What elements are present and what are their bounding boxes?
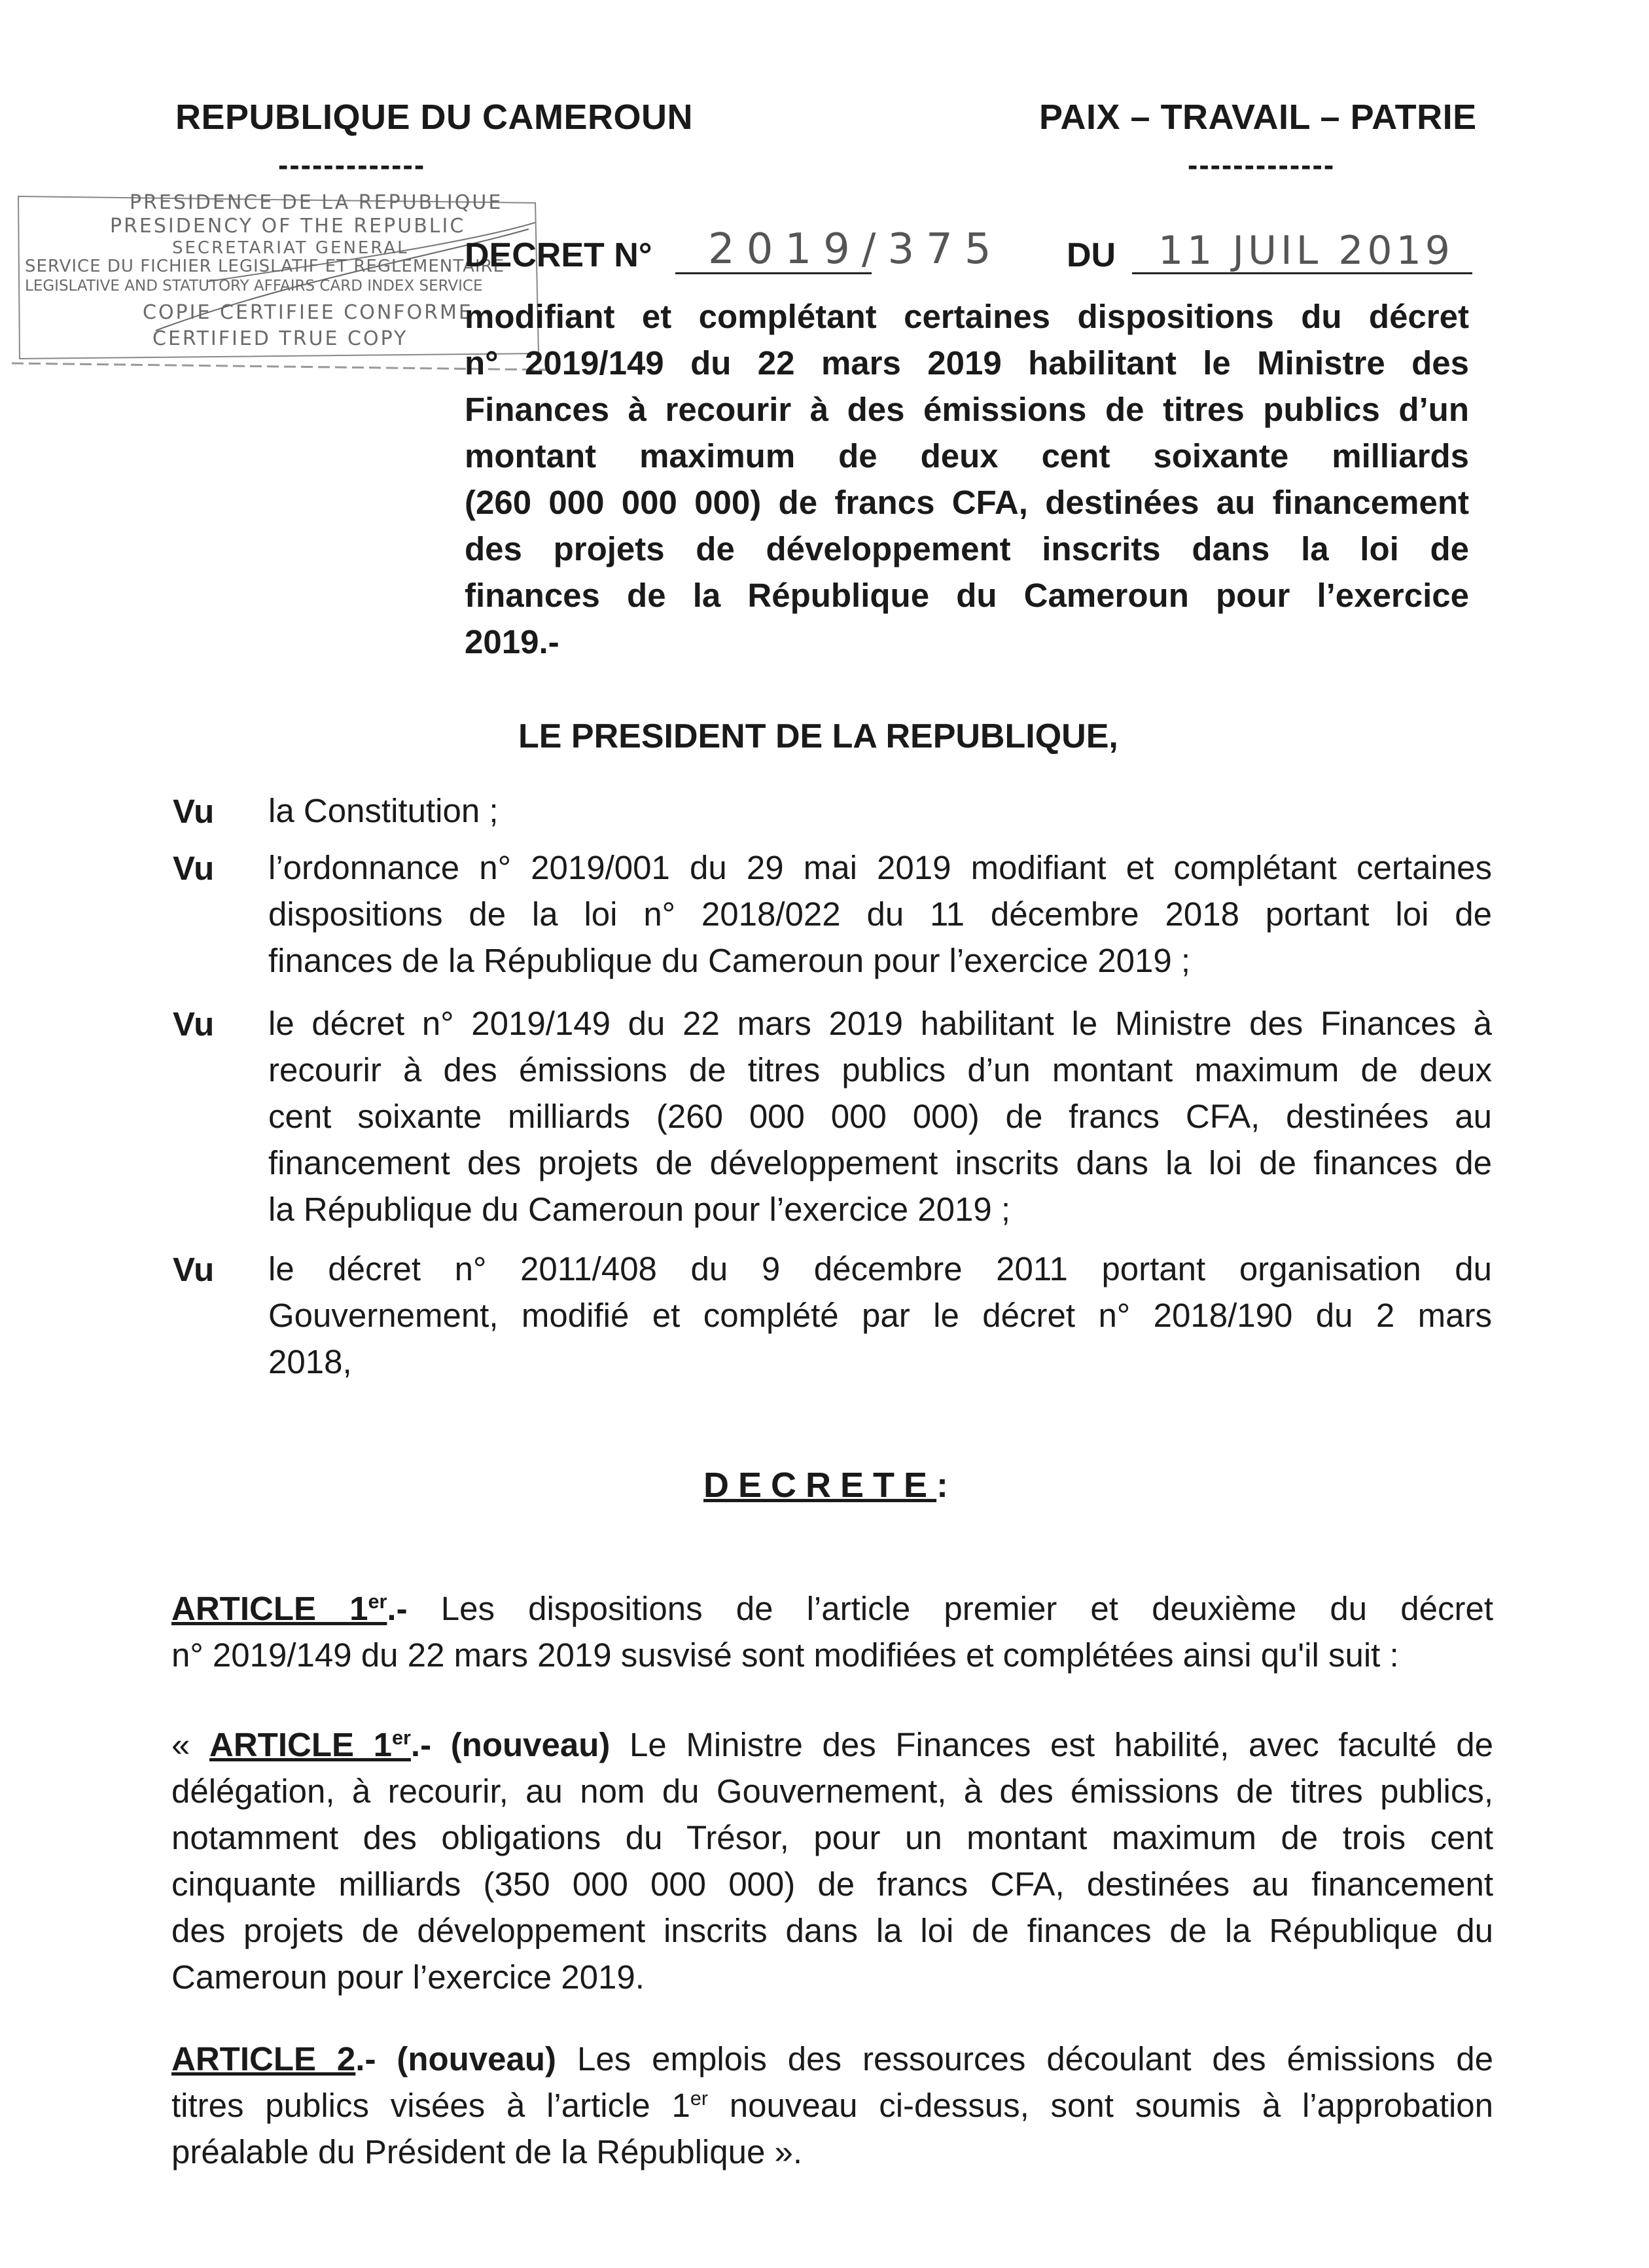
article-1-new-line: délégation, à recourir, au nom du Gouvernement, à des émissions de titres publics, (171, 1773, 1493, 1810)
vu-clause-line: financement des projets de développement inscrits dans la loi de finances de (268, 1144, 1492, 1181)
article-1-new-line: « ARTICLE 1er.- (nouveau) Le Ministre des Finances est habilité, avec faculté de (171, 1726, 1494, 1763)
article-2-label: ARTICLE 2 (171, 2040, 356, 2078)
stamp-line-5: LEGISLATIVE AND STATUTORY AFFAIRS CARD INDEX SERVICE (25, 278, 483, 295)
article-1-new-line: Cameroun pour l’exercice 2019. (171, 1958, 645, 1996)
vu-clause-line: le décret n° 2011/408 du 9 décembre 2011 portant organisation du (268, 1250, 1492, 1287)
stamp-line-7: CERTIFIED TRUE COPY (152, 327, 408, 350)
article-1 (171, 1585, 1493, 1678)
country-title-dashes: ------------- (278, 148, 426, 182)
vu-label: Vu (173, 1005, 215, 1043)
stamp-line-2: PRESIDENCY OF THE REPUBLIC (110, 215, 466, 238)
decree-title-line: Finances à recourir à des émissions de titres publics d’un (465, 391, 1469, 428)
vu-clause-line: la République du Cameroun pour l’exercice 2019 ; (268, 1191, 1011, 1228)
date-label: DU (1067, 236, 1116, 274)
decrete-colon: : (936, 1466, 958, 1505)
decrete-word: DECRETE (703, 1466, 937, 1505)
stamp-line-4: SERVICE DU FICHIER LEGISLATIF ET REGLEMENTAIRE (25, 257, 505, 276)
decree-label: DECRET N° (465, 236, 652, 274)
article-2-line-3: préalable du Président de la République ». (171, 2133, 803, 2170)
decree-title-line: 2019.- (465, 623, 559, 660)
article-2-line-2: titres publics visées à l’article 1er nouveau ci-dessus, sont soumis à l’approbation (171, 2087, 1494, 2124)
vu-clause-constitution: la Constitution ; (268, 792, 499, 829)
article-1-new (171, 1721, 1493, 2000)
vu-clause-line: dispositions de la loi n° 2018/022 du 11 décembre 2018 portant loi de (268, 895, 1492, 933)
article-1-line-1: ARTICLE 1er.- Les dispositions de l’article premier et deuxième du décret (171, 1590, 1493, 1627)
vu-clause-line: 2018, (268, 1343, 352, 1380)
vu-label: Vu (173, 1251, 215, 1288)
decree-title (465, 293, 1469, 665)
article-2-new (171, 2036, 1493, 2175)
decree-title-line: des projets de développement inscrits dans la loi de (465, 530, 1469, 567)
article-1-new-line: notamment des obligations du Trésor, pour un montant maximum de trois cent (171, 1819, 1493, 1856)
vu-clause-line: finances de la République du Cameroun pour l’exercice 2019 ; (268, 942, 1191, 979)
decree-title-line: n° 2019/149 du 22 mars 2019 habilitant le Ministre des (465, 344, 1469, 382)
decree-title-line: montant maximum de deux cent soixante milliards (465, 437, 1469, 475)
country-title: REPUBLIQUE DU CAMEROUN (175, 98, 694, 137)
stamp-line-6: COPIE CERTIFIEE CONFORME (143, 301, 473, 324)
vu-clause-ordonnance (268, 844, 1492, 984)
stamp-line-3: SECRETARIAT GENERAL (172, 238, 409, 258)
article-1-new-line: cinquante milliards (350 000 000 000) de francs CFA, destinées au financement (171, 1865, 1493, 1903)
vu-clause-line: Gouvernement, modifié et complété par le décret n° 2018/190 du 2 mars (268, 1297, 1492, 1334)
article-1-line-2: n° 2019/149 du 22 mars 2019 susvisé sont modifiées et complétées ainsi qu'il suit : (171, 1636, 1399, 1674)
vu-label: Vu (173, 793, 215, 830)
vu-clause-line: le décret n° 2019/149 du 22 mars 2019 habilitant le Ministre des Finances à (268, 1005, 1492, 1042)
vu-label: Vu (173, 850, 215, 887)
stamp-line-1: PRESIDENCE DE LA REPUBLIQUE (130, 191, 503, 214)
vu-clause-line: recourir à des émissions de titres publics d’un montant maximum de deux (268, 1051, 1492, 1089)
decree-number-line (465, 225, 1482, 283)
decree-title-line: (260 000 000 000) de francs CFA, destinées au financement (465, 484, 1469, 521)
decrete-heading (703, 1465, 957, 1505)
vu-clause-decret-2019-149 (268, 1000, 1492, 1233)
decree-title-line: finances de la République du Cameroun pour l’exercice (465, 577, 1469, 614)
article-1-new-label: ARTICLE 1er (209, 1726, 411, 1763)
motto-dashes: ------------- (1188, 148, 1336, 182)
vu-clause-line: l’ordonnance n° 2019/001 du 29 mai 2019 modifiant et complétant certaines (268, 849, 1492, 886)
article-1-new-line: des projets de développement inscrits dans la loi de finances de la République du (171, 1912, 1493, 1949)
president-heading: LE PRESIDENT DE LA REPUBLIQUE, (518, 717, 1118, 755)
article-1-label: ARTICLE 1er (171, 1590, 387, 1627)
decree-date: 11 JUIL 2019 (1158, 228, 1454, 274)
vu-clause-line: cent soixante milliards (260 000 000 000) de francs CFA, destinées au (268, 1098, 1492, 1135)
vu-clause-decret-2011-408 (268, 1246, 1492, 1385)
decree-number: 2019/375 (708, 225, 1003, 274)
article-1-text: Les dispositions de l’article premier et deuxième du décret (440, 1590, 1493, 1627)
motto-title: PAIX – TRAVAIL – PATRIE (1039, 98, 1477, 137)
article-2-line-1: ARTICLE 2.- (nouveau) Les emplois des ressources découlant des émissions de (171, 2040, 1493, 2078)
decree-title-line: modifiant et complétant certaines dispositions du décret (465, 298, 1469, 335)
